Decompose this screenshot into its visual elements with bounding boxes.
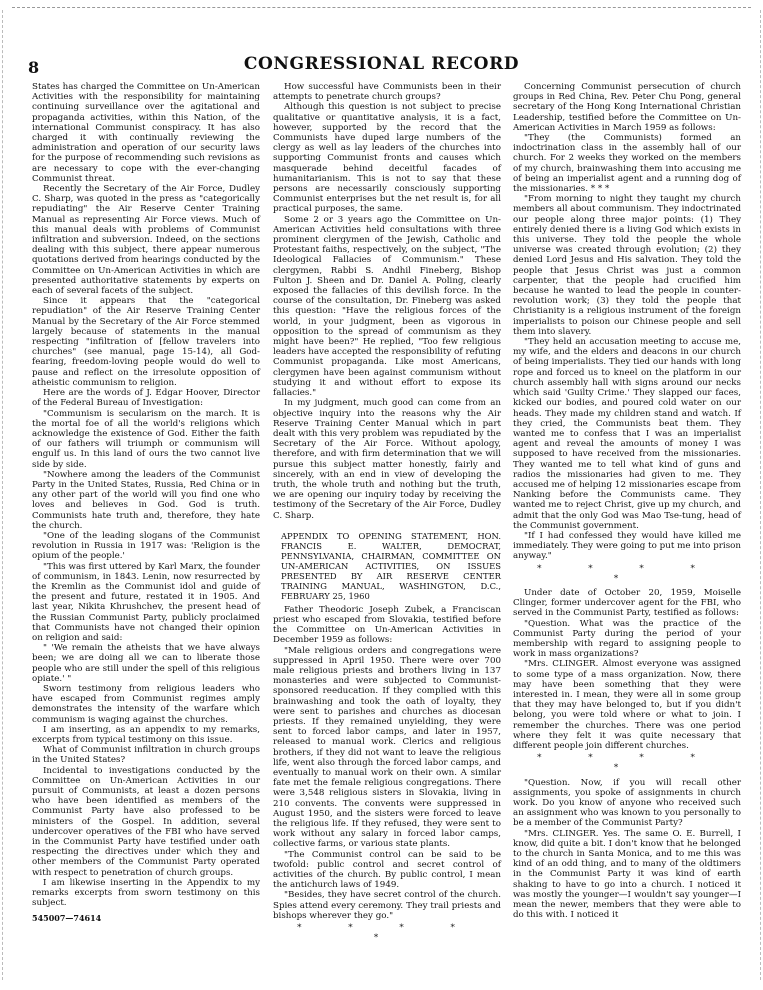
section-separator: * * * * * (297, 923, 477, 944)
right-margin-rule (760, 10, 761, 980)
page-number: 8 (28, 58, 40, 77)
masthead: CONGRESSIONAL RECORD (243, 54, 520, 74)
quote-paragraph: "Besides, they have secret control of the church. Spies attend every ceremony. They trail priests and bishops wherever they go." (273, 890, 501, 921)
paragraph: Some 2 or 3 years ago the Committee on Un-American Activities held consultations with three prominent clergymen of the Jewish, Catholic and Protestant faiths, respectively, on the subject, "The Ideological Fallacies of Communism." These clergymen, Rabbi S. Andhil Fineberg, Bishop Fulton J. Sheen and Dr. Daniel A. Poling, clearly exposed the fallacies of this devilish force. In the course of the consultation, Dr. Fineberg was asked this question: "Have the religious forces of the world, in your judgment, been as vigorous in opposition to the spread of communism as they might have been?" He replied, "Too few religious leaders have accepted the responsibility of refuting Communist propaganda. Like most Americans, clergymen have been against communism without studying it and without effort to expose its fallacies." (273, 214, 501, 399)
paragraph: Under date of October 20, 1959, Moiselle Clinger, former undercover agent for the FBI, who served in the Communist Party, testified as follows: (513, 587, 741, 619)
paragraph: I am inserting, as an appendix to my remarks, excerpts from typical testimony on this issue. (32, 724, 260, 745)
quote-paragraph: "Male religious orders and congregations were suppressed in April 1950. There were over 700 male religious priests and brothers living in 137 monasteries and were subjected to Communist-sponsored reeducation. If they complied with this brainwashing and took the oath of loyalty, they were sent to parishes and churches as diocesan priests. If they remained unyielding, they were sent to forced labor camps, and later in 1957, released to manual work. Clerics and religious brothers, if they did not want to leave the religious life, went also through the forced labor camps, and eventually to manual work on their own. A similar fate met the female religious congregations. There were 3,548 religious sisters in Slovakia, living in 210 convents. The convents were suppressed in August 1950, and the sisters were forced to leave the religious life. If they refused, they were sent to work without any salary in forced labor camps, collective farms, or various state plants. (273, 645, 501, 850)
column-2 (273, 82, 501, 947)
paragraph: Recently the Secretary of the Air Force, Dudley C. Sharp, was quoted in the press as "categorically repudiating" the Air Reserve Center Training Manual as representing Air Force views. Much of this manual deals with problems of Communist infiltration and subversion. Indeed, on the sections dealing with this subject, there appear numerous quotations derived from hearings conducted by the Committee on Un-American Activities in which are presented authoritative statements by experts on each of several facets of the subject. (32, 184, 260, 297)
paragraph: In my judgment, much good can come from an objective inquiry into the reasons why the Air Reserve Training Center Manual which in part dealt with this very problem was repudiated by the Secretary of the Air Force. Without apology, therefore, and with firm determination that we will pursue this subject matter honestly, fairly and sincerely, with an end in view of developing the truth, the whole truth and nothing but the truth, we are opening our inquiry today by receiving the testimony of the Secretary of the Air Force, Dudley C. Sharp. (273, 398, 501, 521)
appendix-heading: APPENDIX TO OPENING STATEMENT, HON. FRANCIS E. WALTER, DEMOCRAT, PENNSYLVANIA, CHAIRMAN, COMMITTEE ON UN-AMERICAN ACTIVITIES, ON ISSUES PRESENTED BY AIR RESERVE CENTER TRAINING MANUAL, WASHINGTON, D.C., FEBRUARY 25, 1960 (281, 530, 501, 601)
paragraph: Concerning Communist persecution of church groups in Red China, Rev. Peter Chu Pong, general secretary of the Hong Kong International Christian Leadership, testified before the Committee on Un-American Activities in March 1959 as follows: (513, 82, 741, 133)
left-margin-rule (2, 10, 3, 980)
section-separator: * * * * * (537, 753, 717, 774)
quote-paragraph: "This was first uttered by Karl Marx, the founder of communism, in 1843. Lenin, now resurrected by the Kremlin as the Communist idol and guide of the present and future, restated it in 1905. And last year, Nikita Khrushchev, the present head of the Russian Communist Party, publicly proclaimed that Communists have not changed their opinion on religion and said: (32, 561, 260, 643)
paragraph: Incidental to investigations conducted by the Committee on Un-American Activities in our pursuit of Communists, at least a dozen persons who have been identified as members of the Communist Party have also professed to be ministers of the Gospel. In addition, several undercover operatives of the FBI who have served in the Communist Party have testified under oath respecting the directives under which they and other members of the Communist Party operated with respect to penetration of church groups. (32, 765, 260, 878)
paragraph: Although this question is not subject to precise qualitative or quantitative analysis, it is a fact, however, supported by the record that the Communists have duped large numbers of the clergy as well as lay leaders of the churches into supporting Communist fronts and causes which masquerade behind deceitful facades of humanitarianism. This is not to say that these persons are necessarily consciously supporting Communist enterprises but the net result is, for all practical purposes, the same. (273, 102, 501, 215)
quote-paragraph: "Communism is secularism on the march. It is the mortal foe of all the world's religions which acknowledge the existence of God. Either the faith of our fathers will triumph or communism will engulf us. In this land of ours the two cannot live side by side. (32, 408, 260, 470)
paragraph: Here are the words of J. Edgar Hoover, Director of the Federal Bureau of Investigation: (32, 388, 260, 409)
top-rule (12, 7, 751, 8)
paragraph: States has charged the Committee on Un-American Activities with the responsibility for maintaining continuing surveillance over the agitational and propaganda activities, within this Nation, of the international Communist conspiracy. It has also charged it with continually reviewing the administration and operation of our security laws for the purpose of recommending such revisions as are necessary to cope with the ever-changing Communist threat. (32, 82, 260, 184)
paragraph: I am likewise inserting in the Appendix to my remarks excerpts from sworn testimony on this subject. (32, 877, 260, 909)
quote-paragraph: " 'We remain the atheists that we have always been; we are doing all we can to liberate those people who are still under the spell of this religious opiate.' " (32, 643, 260, 684)
section-separator: * * * * * (537, 563, 717, 584)
print-code: 545007—74614 (32, 913, 102, 923)
quote-paragraph: "Nowhere among the leaders of the Communist Party in the United States, Russia, Red China or in any other part of the world will you find one who loves and believes in God. God is truth. Communists hate truth and, therefore, they hate the church. (32, 469, 260, 531)
quote-paragraph: "Mrs. CLINGER. Almost everyone was assigned to some type of a mass organization. Now, there may have been something that they were interested in. I mean, they were all in some group that they may have belonged to, but if you didn't belong, you were told where or what to join. I remember the churches. There was one period where they felt it was quite necessary that different people join different churches. (513, 659, 741, 751)
quote-paragraph: "Question. What was the practice of the Communist Party during the period of your membership with regard to assigning people to work in mass organizations? (513, 618, 741, 660)
paragraph: Sworn testimony from religious leaders who have escaped from Communist regimes amply demonstrates the intensity of the warfare which communism is waging against the churches. (32, 683, 260, 725)
paragraph: What of Communist infiltration in church groups in the United States? (32, 745, 260, 766)
quote-paragraph: "If I had confessed they would have killed me immediately. They were going to put me into prison anyway." (513, 530, 741, 562)
quote-paragraph: "They held an accusation meeting to accuse me, my wife, and the elders and deacons in our church of being imperialists. They tied our hands with long rope and forced us to kneel on the platform in our church assembly hall with signs around our necks which said 'Guilty Crime.' They slapped our faces, kicked our bodies, and poured cold water on our heads. They made my children stand and watch. If they cried, the Communists beat them. They wanted me to confess that I was an imperialist agent and reveal the amounts of money I was supposed to have received from the missionaries. They wanted me to tell what kind of guns and radios the missionaries had given to me. They accused me of helping 12 missionaries escape from Nanking before the Communists came. They wanted me to reject Christ, give up my church, and admit that the only God was Mao Tse-tung, head of the Communist government. (513, 337, 741, 531)
paragraph: How successful have Communists been in their attempts to penetrate church groups? (273, 82, 501, 103)
column-3 (513, 82, 741, 920)
column-1 (32, 82, 260, 908)
paragraph: Father Theodoric Joseph Zubek, a Franciscan priest who escaped from Slovakia, testified before the Committee on Un-American Activities in December 1959 as follows: (273, 604, 501, 646)
quote-paragraph: "Mrs. CLINGER. Yes. The same O. E. Burrell, I know, did quite a bit. I don't know that he belonged to the church in Santa Monica, and to me this was kind of an odd thing, and to many of the oldtimers in the Communist Party it was kind of earth shaking to have to go into a church. I noticed it was mostly the younger—I wouldn't say younger—I mean the newer, members that they were able to do this with. I noticed it (513, 828, 741, 921)
quote-paragraph: "From morning to night they taught my church members all about communism. They indoctrinated our people along three major points: (1) They entirely denied there is a living God which exists in this universe. They told the people the whole universe was created through evolution; (2) they denied Lord Jesus and His salvation. They told the people that Jesus Christ was just a common carpenter, that the people had crucified him because he wanted to lead the people in counter-revolution work; (3) they told the people that Christianity is a religious instrument of the foreign imperialists to poison our Chinese people and sell them into slavery. (513, 194, 741, 337)
paragraph: Since it appears that the "categorical repudiation" of the Air Reserve Training Center Manual by the Secretary of the Air Force stemmed largely because of statements in the manual respecting "infiltration of [fellow travelers into churches" (see manual, page 15-14), all God-fearing, freedom-loving people would do well to pause and reflect on the irresolute opposition of atheistic communism to religion. (32, 296, 260, 388)
quote-paragraph: "One of the leading slogans of the Communist revolution in Russia in 1917 was: 'Religion is the opium of the people.' (32, 530, 260, 562)
quote-paragraph: "They (the Communists) formed an indoctrination class in the assembly hall of our church. For 2 weeks they worked on the members of my church, brainwashing them into accusing me of being an imperialist agent and a running dog of the missionaries. * * * (513, 133, 741, 195)
quote-paragraph: "Question. Now, if you will recall other assignments, you spoke of assignments in church work. Do you know of anyone who received such an assignment who was known to you personally to be a member of the Communist Party? (513, 777, 741, 829)
quote-paragraph: "The Communist control can be said to be twofold: public control and secret control of activities of the church. By public control, I mean the antichurch laws of 1949. (273, 849, 501, 891)
